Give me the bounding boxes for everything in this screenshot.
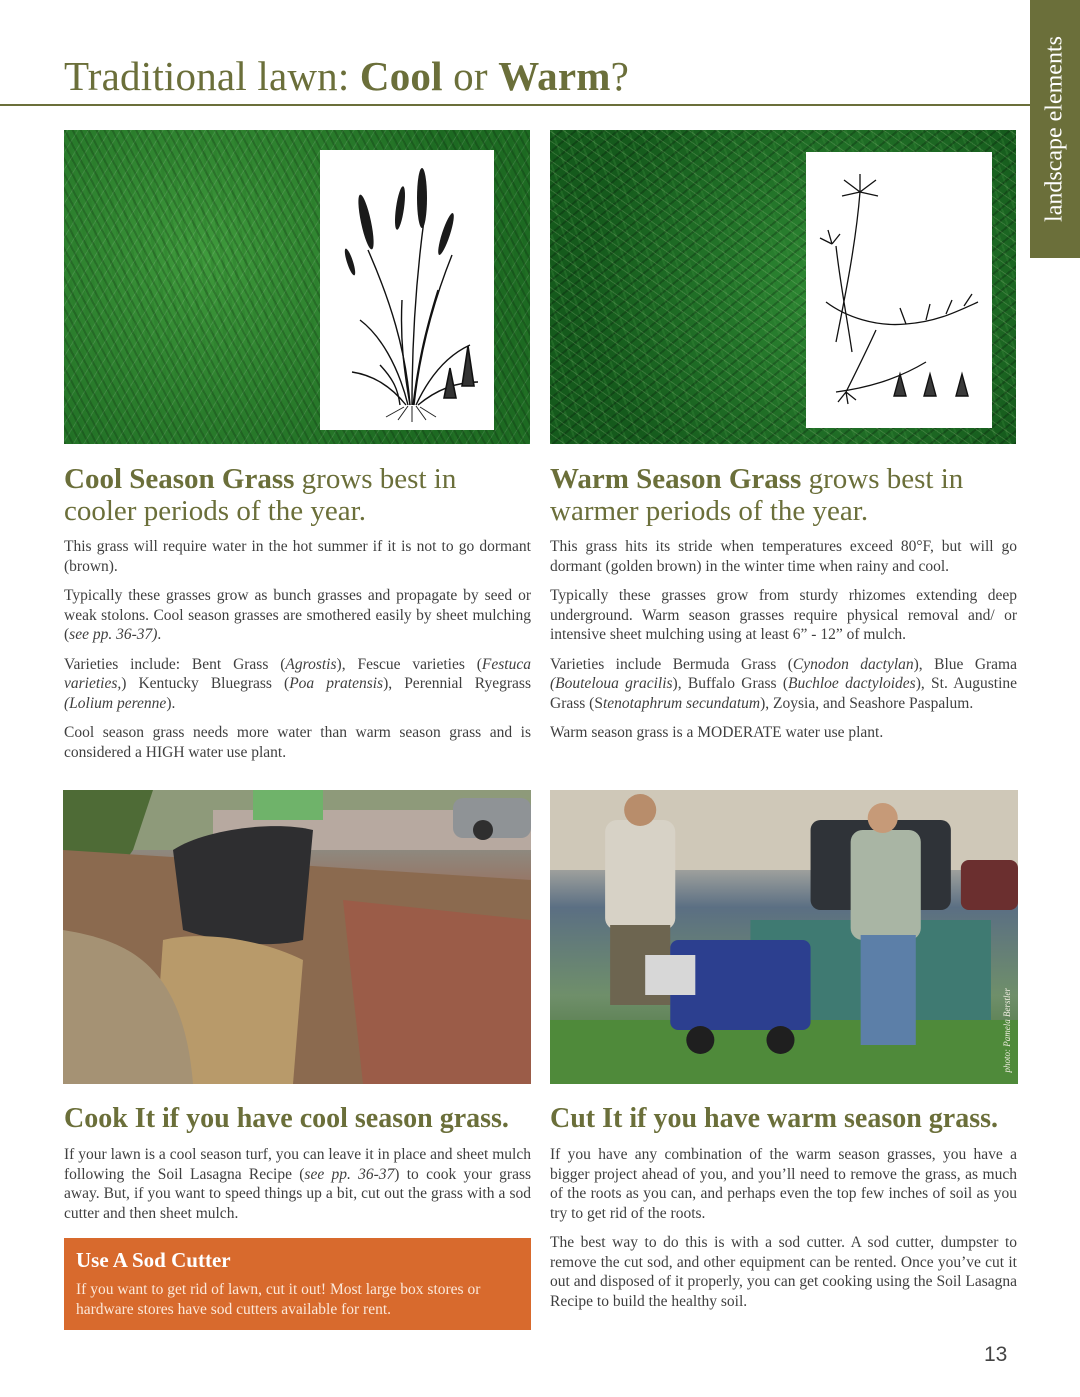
- cool-p2-text-b: .: [157, 626, 162, 643]
- cool-paragraph-3: [64, 655, 531, 714]
- warm-grass-photo: [550, 130, 1016, 444]
- cook-it-heading-bold: Cook It: [64, 1103, 156, 1134]
- cool-p3-species-3: Poa pratensis: [289, 675, 384, 692]
- warm-season-heading: [550, 463, 1017, 527]
- sod-photo-drawing: [550, 790, 1018, 1084]
- cool-paragraph-2: [64, 586, 531, 645]
- warm-p3-text-d: ), St. Augustine Grass (S: [550, 675, 1018, 712]
- cut-it-heading: [550, 1103, 1017, 1135]
- cook-p1-page-ref: see pp. 36-37: [304, 1165, 395, 1183]
- cool-season-heading-rest: grows best in cooler periods of the year.: [64, 463, 457, 527]
- warm-p3-species-3: Buchloe dactyloides: [788, 675, 916, 692]
- cool-p3-text-e: ).: [166, 694, 176, 712]
- warm-p3-text-b: ), Blue Grama: [913, 655, 1017, 673]
- cool-season-heading-bold: Cool Season Grass: [64, 463, 295, 495]
- sod-cutter-callout: [64, 1238, 531, 1330]
- warm-paragraph-3: [550, 655, 1017, 714]
- photo-credit: photo: Pamela Berstler: [1002, 987, 1012, 1072]
- cook-p1-text-b: ) to cook your grass away. But, if you want to speed things up a bit, cut out the grass with a sod cutter and then sheet mulch.: [64, 1165, 532, 1222]
- page-title: [64, 52, 629, 100]
- warm-paragraph-4: Warm season grass is a MODERATE water use plant.: [550, 724, 884, 741]
- cook-it-heading-rest: if you have cool season grass.: [155, 1103, 509, 1134]
- warm-paragraph-1: This grass hits its stride when temperatures exceed 80°F, but will go dormant (golden brown) in the winter time when rainy and cool.: [550, 538, 1017, 575]
- bermuda-grass-drawing: [806, 152, 992, 428]
- cook-paragraph-1: [64, 1145, 531, 1223]
- cool-p3-species-4: (Lolium perenne: [64, 694, 167, 712]
- sod-cutter-photo: [550, 790, 1018, 1084]
- cool-season-body: [64, 537, 531, 772]
- cook-p1-text-a: If your lawn is a cool season turf, you can leave it in place and sheet mulch following the Soil Lasagna Recipe (: [64, 1146, 531, 1183]
- cut-paragraph-1: If you have any combination of the warm season grasses, you have a bigger project ahead of you, and you’ll need to remove the grass, as much of the roots as you can, and perhaps even the top few inches of soil as you try to get rid of the roots.: [550, 1146, 1017, 1222]
- cool-grass-illustration: [320, 150, 494, 430]
- bunch-grass-drawing: [320, 150, 494, 430]
- sod-cutter-callout-text: If you want to get rid of lawn, cut it out! Most large box stores or hardware stores have sod cutters available for rent.: [76, 1281, 481, 1318]
- sod-cutter-callout-title: Use A Sod Cutter: [76, 1248, 231, 1272]
- title-warm: Warm: [498, 53, 611, 99]
- warm-season-heading-bold: Warm Season Grass: [550, 463, 802, 495]
- warm-p3-species-1: Cynodon dactylan: [792, 655, 914, 673]
- cut-it-heading-rest: if you have warm season grass.: [622, 1103, 999, 1134]
- warm-p3-species-4: tenotaphrum secundatum: [602, 694, 761, 712]
- warm-p3-text-c: ), Buffalo Grass (: [672, 675, 789, 692]
- warm-grass-illustration: [806, 152, 992, 428]
- cool-grass-photo: [64, 130, 530, 444]
- cool-p2-text-a: Typically these grasses grow as bunch grasses and propagate by seed or weak stolons. Cool season grasses are smothered easily by sheet mulching (: [64, 587, 531, 643]
- warm-season-body: [550, 537, 1017, 753]
- cut-it-body: [550, 1145, 1017, 1321]
- side-tab-label: landscape elements: [1041, 36, 1068, 222]
- warm-season-heading-rest: grows best in warmer periods of the year.: [550, 463, 964, 527]
- cool-paragraph-1: This grass will require water in the hot summer if it is not to go dormant (brown).: [64, 538, 531, 575]
- cool-p3-species-1: Agrostis: [285, 655, 337, 673]
- cook-it-body: [64, 1145, 531, 1233]
- cool-p3-text-c: ) Kentucky Bluegrass (: [121, 675, 290, 692]
- cut-paragraph-2: The best way to do this is with a sod cutter. A sod cutter, dumpster to remove the cut sod, and other equipment can be rented. Once you’ve cut it out and disposed of it properly, you can get cooking using the Soil Lasagna Recipe to build the healthy soil.: [550, 1234, 1017, 1310]
- title-rule: [0, 104, 1030, 106]
- mulch-wheelbarrow-photo: [63, 790, 531, 1084]
- cool-p3-text-a: Varieties include: Bent Grass (: [64, 655, 286, 673]
- title-prefix: Traditional lawn:: [64, 53, 360, 99]
- title-end: ?: [610, 53, 629, 99]
- warm-p3-text-e: ), Zoysia, and Seashore Paspalum.: [760, 694, 974, 712]
- side-tab: [1030, 0, 1080, 258]
- cool-p3-species-2: Festuca varieties,: [64, 655, 531, 692]
- page-number: 13: [984, 1343, 1008, 1366]
- warm-p3-text-a: Varieties include Bermuda Grass (: [550, 655, 793, 673]
- title-or: or: [442, 53, 499, 99]
- cool-p2-page-ref: see pp. 36-37): [69, 626, 158, 643]
- cool-paragraph-4: Cool season grass needs more water than warm season grass and is considered a HIGH water use plant.: [64, 724, 531, 761]
- warm-p3-species-2: (Bouteloua gracilis: [550, 675, 673, 692]
- cool-p3-text-d: ), Perennial Ryegrass: [383, 675, 531, 692]
- cool-p3-text-b: ), Fescue varieties (: [336, 655, 482, 673]
- cook-it-heading: [64, 1103, 531, 1135]
- title-cool: Cool: [359, 53, 443, 99]
- mulch-photo-drawing: [63, 790, 531, 1084]
- cut-it-heading-bold: Cut It: [550, 1103, 623, 1134]
- cool-season-heading: [64, 463, 531, 527]
- warm-paragraph-2: Typically these grasses grow from sturdy rhizomes extending deep underground. Warm season grasses require physical removal and/ or intensive sheet mulching using at least 6” - 12” of mulch.: [550, 587, 1017, 643]
